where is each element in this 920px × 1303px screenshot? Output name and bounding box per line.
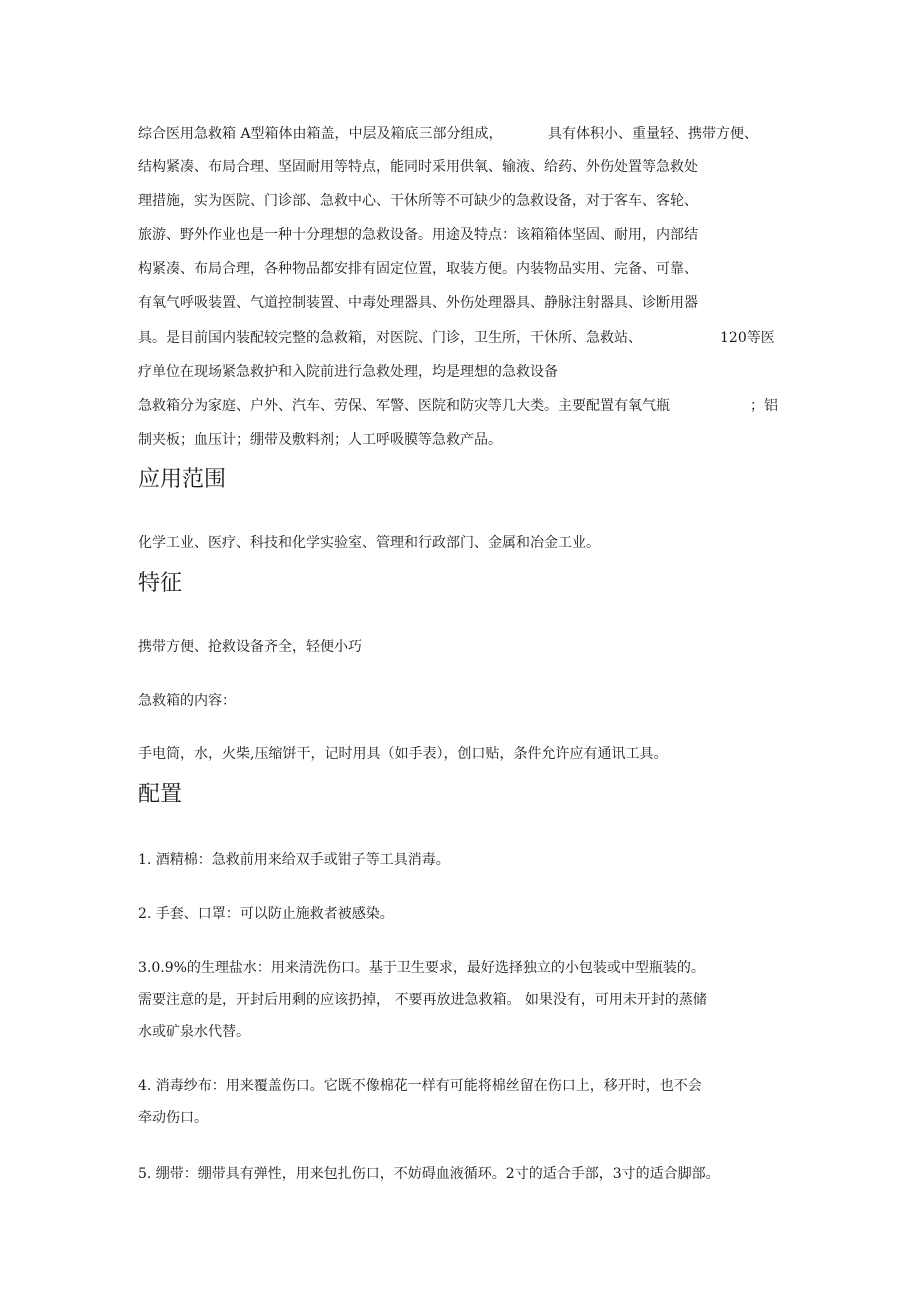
intro-line-2: 结构紧凑、布局合理、坚固耐用等特点，能同时采用供氧、输液、给药、外伤处置等急救处 [138, 159, 698, 175]
intro-line-7a: 具。是目前国内装配较完整的急救箱，对医院、门诊，卫生所，干休所、急救站、 [138, 330, 642, 346]
intro-line-1b: 具有体积小、重量轻、携带方便、 [548, 126, 758, 142]
intro-line-9b: ；铝 [750, 398, 778, 414]
intro-line-3: 理措施，实为医院、门诊部、急救中心、干休所等不可缺少的急救设备，对于客车、客轮、 [138, 193, 698, 209]
section-heading-config: 配置 [138, 782, 183, 807]
config-item-3-line-3: 水或矿泉水代替。 [138, 1024, 250, 1040]
config-item-2: 2. 手套、口罩：可以防止施救者被感染。 [138, 906, 394, 922]
intro-line-6: 有氧气呼吸装置、气道控制装置、中毒处理器具、外伤处理器具、静脉注射器具、诊断用器 [138, 295, 698, 311]
config-item-1: 1. 酒精棉：急救前用来给双手或钳子等工具消毒。 [138, 852, 450, 868]
features-text-3: 手电筒，水，火柴,压缩饼干，记时用具（如手表），创口贴，条件允许应有通讯工具。 [138, 746, 668, 762]
config-item-5: 5. 绷带：绷带具有弹性，用来包扎伤口，不妨碍血液循环。2寸的适合手部，3寸的适合脚部。 [138, 1166, 720, 1182]
features-text-1: 携带方便、抢救设备齐全，轻便小巧 [138, 639, 362, 655]
config-item-3-line-1: 3.0.9%的生理盐水：用来清洗伤口。基于卫生要求，最好选择独立的小包装或中型瓶装的。 [138, 960, 705, 976]
config-item-4-line-1: 4. 消毒纱布：用来覆盖伤口。它既不像棉花一样有可能将棉丝留在伤口上，移开时，也不会 [138, 1078, 702, 1094]
intro-line-7b: 120等医 [720, 330, 775, 346]
intro-line-9a: 急救箱分为家庭、户外、汽车、劳保、军警、医院和防灾等几大类。主要配置有氧气瓶 [138, 398, 670, 414]
section-heading-scope: 应用范围 [138, 467, 227, 492]
intro-line-10: 制夹板；血压计；绷带及敷料剂；人工呼吸膜等急救产品。 [138, 432, 502, 448]
features-text-2: 急救箱的内容： [138, 693, 236, 709]
section-heading-features: 特征 [138, 571, 183, 596]
intro-line-5: 构紧凑、布局合理，各种物品都安排有固定位置，取装方便。内装物品实用、完备、可靠、 [138, 261, 698, 277]
intro-line-8: 疗单位在现场紧急救护和入院前进行急救处理，均是理想的急救设备 [138, 364, 558, 380]
config-item-3-line-2: 需要注意的是，开封后用剩的应该扔掉， 不要再放进急救箱。 如果没有，可用未开封的蒸储 [138, 992, 707, 1008]
config-item-4-line-2: 牵动伤口。 [138, 1110, 208, 1126]
scope-text: 化学工业、医疗、科技和化学实验室、管理和行政部门、金属和冶金工业。 [138, 535, 600, 551]
intro-line-1a: 综合医用急救箱 A型箱体由箱盖，中层及箱底三部分组成， [138, 126, 503, 142]
intro-line-4: 旅游、野外作业也是一种十分理想的急救设备。用途及特点：该箱箱体坚固、耐用，内部结 [138, 227, 698, 243]
